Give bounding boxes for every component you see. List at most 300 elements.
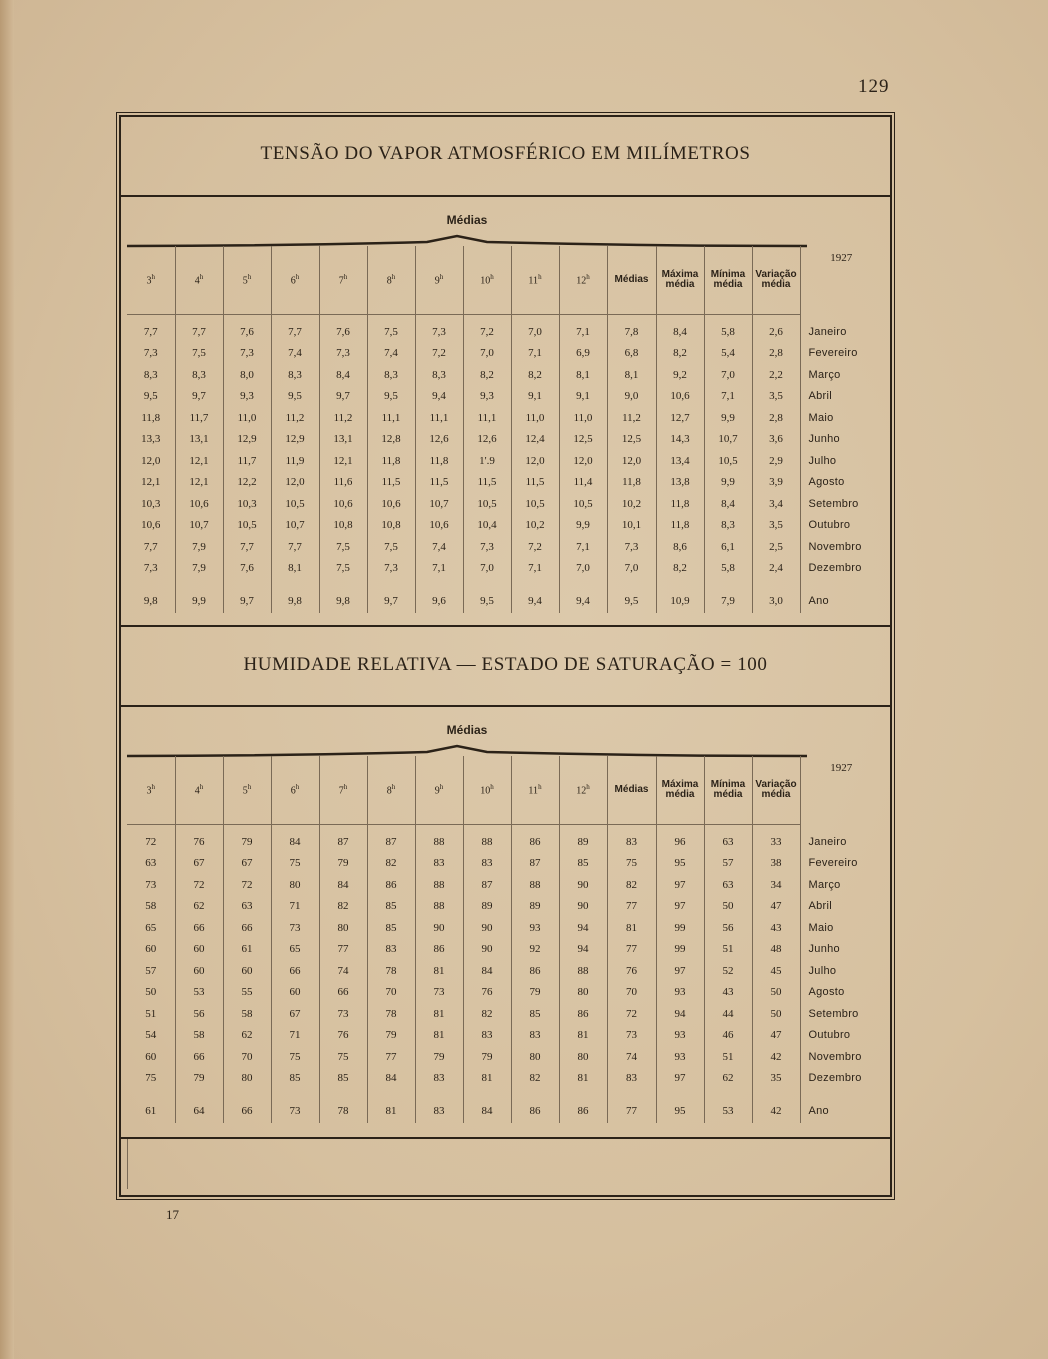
value-cell: 66 <box>175 1046 223 1068</box>
value-cell: 11,0 <box>559 407 607 429</box>
table-row <box>127 982 882 1004</box>
value-cell: 7,4 <box>271 343 319 365</box>
value-cell: 89 <box>511 896 559 918</box>
value-cell: 88 <box>415 896 463 918</box>
value-cell: 94 <box>559 939 607 961</box>
value-cell: 11,1 <box>367 407 415 429</box>
value-cell: 58 <box>223 1003 271 1025</box>
value-cell: 7,3 <box>127 558 175 580</box>
value-cell: 70 <box>223 1046 271 1068</box>
value-cell: 84 <box>271 831 319 853</box>
value-cell: 10,2 <box>511 515 559 537</box>
vapor-title-divider <box>121 195 890 197</box>
value-cell: 87 <box>511 853 559 875</box>
value-cell: 7,9 <box>175 536 223 558</box>
table-row <box>127 917 882 939</box>
value-cell: 76 <box>463 982 511 1004</box>
value-cell: 79 <box>223 831 271 853</box>
month-label: Janeiro <box>808 325 847 338</box>
value-cell: 8,3 <box>367 364 415 386</box>
value-cell: 9,8 <box>271 589 319 613</box>
humidity-title-divider <box>121 705 890 707</box>
month-label: Novembro <box>808 540 862 553</box>
value-cell: 10,5 <box>271 493 319 515</box>
value-cell: 11,8 <box>607 472 656 494</box>
value-cell: 74 <box>319 960 367 982</box>
value-cell: 7,7 <box>175 321 223 343</box>
month-label: Outubro <box>808 519 851 532</box>
value-cell: 7,0 <box>463 343 511 365</box>
hour-header: 3$^h$ <box>127 246 175 315</box>
value-cell: 79 <box>463 1046 511 1068</box>
value-cell: 73 <box>415 982 463 1004</box>
month-label: Novembro <box>808 1050 862 1063</box>
value-cell: 12,9 <box>271 429 319 451</box>
value-cell: 10,6 <box>656 386 704 408</box>
value-cell: 81 <box>607 917 656 939</box>
value-cell: 13,4 <box>656 450 704 472</box>
value-cell: 83 <box>511 1025 559 1047</box>
value-cell: 81 <box>463 1068 511 1090</box>
value-cell: 7,1 <box>511 558 559 580</box>
value-cell: 7,7 <box>271 536 319 558</box>
month-label: Junho <box>808 433 840 446</box>
value-cell: 93 <box>656 982 704 1004</box>
value-cell: 64 <box>175 1099 223 1123</box>
value-cell: 7,3 <box>607 536 656 558</box>
value-cell: 8,1 <box>607 364 656 386</box>
value-cell: 10,3 <box>127 493 175 515</box>
value-cell: 7,1 <box>704 386 752 408</box>
value-cell: 10,5 <box>559 493 607 515</box>
value-cell: 7,0 <box>607 558 656 580</box>
value-cell: 86 <box>367 874 415 896</box>
value-cell: 10,6 <box>127 515 175 537</box>
month-label: Julho <box>808 964 837 977</box>
value-cell: 58 <box>127 896 175 918</box>
value-cell: 8,2 <box>463 364 511 386</box>
value-cell: 11,2 <box>607 407 656 429</box>
value-cell: 8,3 <box>175 364 223 386</box>
value-cell: 93 <box>656 1025 704 1047</box>
value-cell: 88 <box>463 831 511 853</box>
year-label: 1927 <box>830 252 853 264</box>
value-cell: 7,1 <box>559 321 607 343</box>
table-row <box>127 831 882 853</box>
hour-header: 5$^h$ <box>223 246 271 315</box>
table-row <box>127 1046 882 1068</box>
stat-header: Variação média <box>752 246 800 315</box>
table-row <box>127 1099 882 1123</box>
value-cell: 3,0 <box>752 589 800 613</box>
value-cell: 2,4 <box>752 558 800 580</box>
value-cell: 43 <box>704 982 752 1004</box>
value-cell: 94 <box>559 917 607 939</box>
value-cell: 13,3 <box>127 429 175 451</box>
value-cell: 7,9 <box>704 589 752 613</box>
hour-header: 4$^h$ <box>175 756 223 825</box>
value-cell: 7,3 <box>415 321 463 343</box>
stat-header: Variação média <box>752 756 800 825</box>
value-cell: 97 <box>656 896 704 918</box>
value-cell: 84 <box>319 874 367 896</box>
value-cell: 11,8 <box>127 407 175 429</box>
value-cell: 90 <box>463 939 511 961</box>
value-cell: 9,9 <box>175 589 223 613</box>
value-cell: 79 <box>511 982 559 1004</box>
value-cell: 10,1 <box>607 515 656 537</box>
value-cell: 82 <box>511 1068 559 1090</box>
value-cell: 48 <box>752 939 800 961</box>
value-cell: 8,6 <box>656 536 704 558</box>
value-cell: 62 <box>175 896 223 918</box>
hour-header: 9$^h$ <box>415 246 463 315</box>
value-cell: 11,7 <box>175 407 223 429</box>
humidity-grid <box>127 756 882 1123</box>
value-cell: 45 <box>752 960 800 982</box>
value-cell: 77 <box>367 1046 415 1068</box>
value-cell: 61 <box>223 939 271 961</box>
value-cell: 93 <box>511 917 559 939</box>
hour-header: 10$^h$ <box>463 756 511 825</box>
value-cell: 8,3 <box>704 515 752 537</box>
table-row <box>127 1068 882 1090</box>
value-cell: 74 <box>607 1046 656 1068</box>
value-cell: 55 <box>223 982 271 1004</box>
value-cell: 9,8 <box>319 589 367 613</box>
value-cell: 2,2 <box>752 364 800 386</box>
hour-header: 5$^h$ <box>223 756 271 825</box>
value-cell: 10,8 <box>367 515 415 537</box>
value-cell: 12,6 <box>415 429 463 451</box>
value-cell: 8,4 <box>656 321 704 343</box>
value-cell: 81 <box>415 1025 463 1047</box>
value-cell: 10,8 <box>319 515 367 537</box>
value-cell: 9,4 <box>511 589 559 613</box>
value-cell: 12,1 <box>319 450 367 472</box>
value-cell: 63 <box>223 896 271 918</box>
value-cell: 66 <box>271 960 319 982</box>
signature-mark: 17 <box>166 1207 179 1222</box>
stat-header: Mínima média <box>704 756 752 825</box>
value-cell: 9,8 <box>127 589 175 613</box>
value-cell: 9,3 <box>223 386 271 408</box>
table-row <box>127 407 882 429</box>
vapor-section-title: TENSÃO DO VAPOR ATMOSFÉRICO EM MILÍMETROS <box>260 143 751 164</box>
value-cell: 9,3 <box>463 386 511 408</box>
table-row <box>127 472 882 494</box>
value-cell: 9,9 <box>559 515 607 537</box>
month-label: Agosto <box>808 986 845 999</box>
humidity-table <box>127 708 887 1138</box>
value-cell: 11,5 <box>367 472 415 494</box>
value-cell: 12,0 <box>511 450 559 472</box>
month-label: Março <box>808 878 841 891</box>
value-cell: 53 <box>175 982 223 1004</box>
value-cell: 60 <box>223 960 271 982</box>
value-cell: 89 <box>463 896 511 918</box>
value-cell: 80 <box>271 874 319 896</box>
value-cell: 75 <box>607 853 656 875</box>
value-cell: 10,9 <box>656 589 704 613</box>
tables-frame <box>119 115 892 1197</box>
value-cell: 11,9 <box>271 450 319 472</box>
value-cell: 3,5 <box>752 386 800 408</box>
value-cell: 79 <box>175 1068 223 1090</box>
month-label: Agosto <box>808 476 845 489</box>
value-cell: 97 <box>656 960 704 982</box>
table-row <box>127 429 882 451</box>
table-row <box>127 386 882 408</box>
value-cell: 80 <box>559 1046 607 1068</box>
month-label: Abril <box>808 900 833 913</box>
value-cell: 7,8 <box>607 321 656 343</box>
value-cell: 80 <box>559 982 607 1004</box>
value-cell: 7,3 <box>463 536 511 558</box>
value-cell: 9,1 <box>559 386 607 408</box>
month-label: Abril <box>808 390 833 403</box>
month-label: Fevereiro <box>808 857 858 870</box>
value-cell: 67 <box>223 853 271 875</box>
value-cell: 8,0 <box>223 364 271 386</box>
month-label: Ano <box>808 1105 829 1117</box>
value-cell: 76 <box>319 1025 367 1047</box>
value-cell: 95 <box>656 853 704 875</box>
value-cell: 77 <box>319 939 367 961</box>
value-cell: 10,6 <box>367 493 415 515</box>
value-cell: 65 <box>127 917 175 939</box>
table-row <box>127 364 882 386</box>
value-cell: 7,4 <box>367 343 415 365</box>
value-cell: 9,9 <box>704 472 752 494</box>
month-label: Janeiro <box>808 835 847 848</box>
value-cell: 3,6 <box>752 429 800 451</box>
value-cell: 10,2 <box>607 493 656 515</box>
value-cell: 63 <box>127 853 175 875</box>
value-cell: 88 <box>511 874 559 896</box>
hour-header: 12$^h$ <box>559 246 607 315</box>
value-cell: 85 <box>367 917 415 939</box>
value-cell: 8,2 <box>656 558 704 580</box>
value-cell: 6,8 <box>607 343 656 365</box>
value-cell: 50 <box>752 982 800 1004</box>
value-cell: 3,4 <box>752 493 800 515</box>
value-cell: 44 <box>704 1003 752 1025</box>
value-cell: 82 <box>319 896 367 918</box>
value-cell: 71 <box>271 1025 319 1047</box>
value-cell: 7,3 <box>127 343 175 365</box>
value-cell: 50 <box>752 1003 800 1025</box>
value-cell: 87 <box>319 831 367 853</box>
table-row <box>127 1025 882 1047</box>
table-row <box>127 558 882 580</box>
value-cell: 51 <box>704 1046 752 1068</box>
value-cell: 83 <box>607 831 656 853</box>
value-cell: 72 <box>607 1003 656 1025</box>
value-cell: 9,5 <box>127 386 175 408</box>
value-cell: 63 <box>704 831 752 853</box>
value-cell: 42 <box>752 1046 800 1068</box>
table-row <box>127 896 882 918</box>
value-cell: 7,0 <box>511 321 559 343</box>
value-cell: 11,5 <box>415 472 463 494</box>
value-cell: 87 <box>367 831 415 853</box>
value-cell: 88 <box>559 960 607 982</box>
value-cell: 90 <box>415 917 463 939</box>
value-cell: 11,8 <box>656 493 704 515</box>
value-cell: 9,7 <box>175 386 223 408</box>
value-cell: 7,5 <box>367 321 415 343</box>
value-cell: 10,5 <box>511 493 559 515</box>
vapor-grid <box>127 246 882 613</box>
month-label: Maio <box>808 921 834 934</box>
value-cell: 13,1 <box>175 429 223 451</box>
value-cell: 12,0 <box>607 450 656 472</box>
hour-header: 7$^h$ <box>319 246 367 315</box>
value-cell: 67 <box>175 853 223 875</box>
value-cell: 84 <box>367 1068 415 1090</box>
value-cell: 9,7 <box>319 386 367 408</box>
value-cell: 7,7 <box>271 321 319 343</box>
value-cell: 56 <box>704 917 752 939</box>
value-cell: 9,4 <box>415 386 463 408</box>
table-row <box>127 589 882 613</box>
value-cell: 11,6 <box>319 472 367 494</box>
value-cell: 10,7 <box>415 493 463 515</box>
value-cell: 9,7 <box>367 589 415 613</box>
value-cell: 93 <box>656 1046 704 1068</box>
value-cell: 9,9 <box>704 407 752 429</box>
table-row <box>127 874 882 896</box>
hour-header: 8$^h$ <box>367 246 415 315</box>
value-cell: 86 <box>511 1099 559 1123</box>
value-cell: 71 <box>271 896 319 918</box>
value-cell: 9,5 <box>607 589 656 613</box>
value-cell: 10,7 <box>271 515 319 537</box>
value-cell: 75 <box>271 853 319 875</box>
value-cell: 51 <box>704 939 752 961</box>
value-cell: 82 <box>367 853 415 875</box>
hour-header: 11$^h$ <box>511 756 559 825</box>
value-cell: 12,0 <box>559 450 607 472</box>
value-cell: 78 <box>367 960 415 982</box>
value-cell: 90 <box>559 896 607 918</box>
value-cell: 33 <box>752 831 800 853</box>
value-cell: 34 <box>752 874 800 896</box>
value-cell: 86 <box>415 939 463 961</box>
value-cell: 99 <box>656 917 704 939</box>
hour-header: 11$^h$ <box>511 246 559 315</box>
value-cell: 50 <box>704 896 752 918</box>
value-cell: 60 <box>127 939 175 961</box>
value-cell: 81 <box>415 1003 463 1025</box>
value-cell: 42 <box>752 1099 800 1123</box>
value-cell: 8,3 <box>271 364 319 386</box>
value-cell: 12,7 <box>656 407 704 429</box>
value-cell: 6,1 <box>704 536 752 558</box>
value-cell: 7,1 <box>559 536 607 558</box>
value-cell: 8,2 <box>656 343 704 365</box>
value-cell: 83 <box>415 1099 463 1123</box>
value-cell: 12,1 <box>175 450 223 472</box>
value-cell: 90 <box>463 917 511 939</box>
value-cell: 86 <box>511 960 559 982</box>
value-cell: 11,7 <box>223 450 271 472</box>
year-label: 1927 <box>830 762 853 774</box>
hour-header: 12$^h$ <box>559 756 607 825</box>
value-cell: 10,3 <box>223 493 271 515</box>
stat-header: Médias <box>607 246 656 315</box>
stat-header: Mínima média <box>704 246 752 315</box>
value-cell: 9,1 <box>511 386 559 408</box>
value-cell: 84 <box>463 960 511 982</box>
value-cell: 62 <box>704 1068 752 1090</box>
month-label: Julho <box>808 454 837 467</box>
value-cell: 38 <box>752 853 800 875</box>
value-cell: 81 <box>559 1025 607 1047</box>
value-cell: 8,1 <box>271 558 319 580</box>
value-cell: 86 <box>511 831 559 853</box>
value-cell: 94 <box>656 1003 704 1025</box>
value-cell: 2,6 <box>752 321 800 343</box>
value-cell: 8,3 <box>127 364 175 386</box>
value-cell: 60 <box>175 960 223 982</box>
month-label: Setembro <box>808 1007 859 1020</box>
value-cell: 9,2 <box>656 364 704 386</box>
value-cell: 12,0 <box>271 472 319 494</box>
table-row <box>127 536 882 558</box>
value-cell: 97 <box>656 1068 704 1090</box>
header-row <box>127 756 882 825</box>
value-cell: 87 <box>463 874 511 896</box>
value-cell: 76 <box>607 960 656 982</box>
value-cell: 8,2 <box>511 364 559 386</box>
value-cell: 78 <box>319 1099 367 1123</box>
value-cell: 7,5 <box>319 558 367 580</box>
hour-header: 4$^h$ <box>175 246 223 315</box>
page-number: 129 <box>858 76 890 97</box>
vapor-bottom-divider <box>121 625 890 627</box>
value-cell: 7,2 <box>511 536 559 558</box>
value-cell: 7,7 <box>223 536 271 558</box>
value-cell: 7,5 <box>367 536 415 558</box>
value-cell: 7,0 <box>559 558 607 580</box>
value-cell: 63 <box>704 874 752 896</box>
value-cell: 83 <box>415 1068 463 1090</box>
value-cell: 7,5 <box>319 536 367 558</box>
value-cell: 57 <box>127 960 175 982</box>
value-cell: 66 <box>175 917 223 939</box>
stat-header: Médias <box>607 756 656 825</box>
value-cell: 12,9 <box>223 429 271 451</box>
value-cell: 75 <box>127 1068 175 1090</box>
value-cell: 12,5 <box>607 429 656 451</box>
value-cell: 88 <box>415 874 463 896</box>
value-cell: 35 <box>752 1068 800 1090</box>
month-label: Ano <box>808 595 829 607</box>
value-cell: 10,6 <box>319 493 367 515</box>
value-cell: 2,8 <box>752 343 800 365</box>
value-cell: 99 <box>656 939 704 961</box>
stat-header: Máxima média <box>656 246 704 315</box>
value-cell: 9,4 <box>559 589 607 613</box>
value-cell: 85 <box>271 1068 319 1090</box>
page-edge <box>0 0 14 1359</box>
value-cell: 12,5 <box>559 429 607 451</box>
table-row <box>127 853 882 875</box>
value-cell: 5,8 <box>704 321 752 343</box>
hour-header: 3$^h$ <box>127 756 175 825</box>
